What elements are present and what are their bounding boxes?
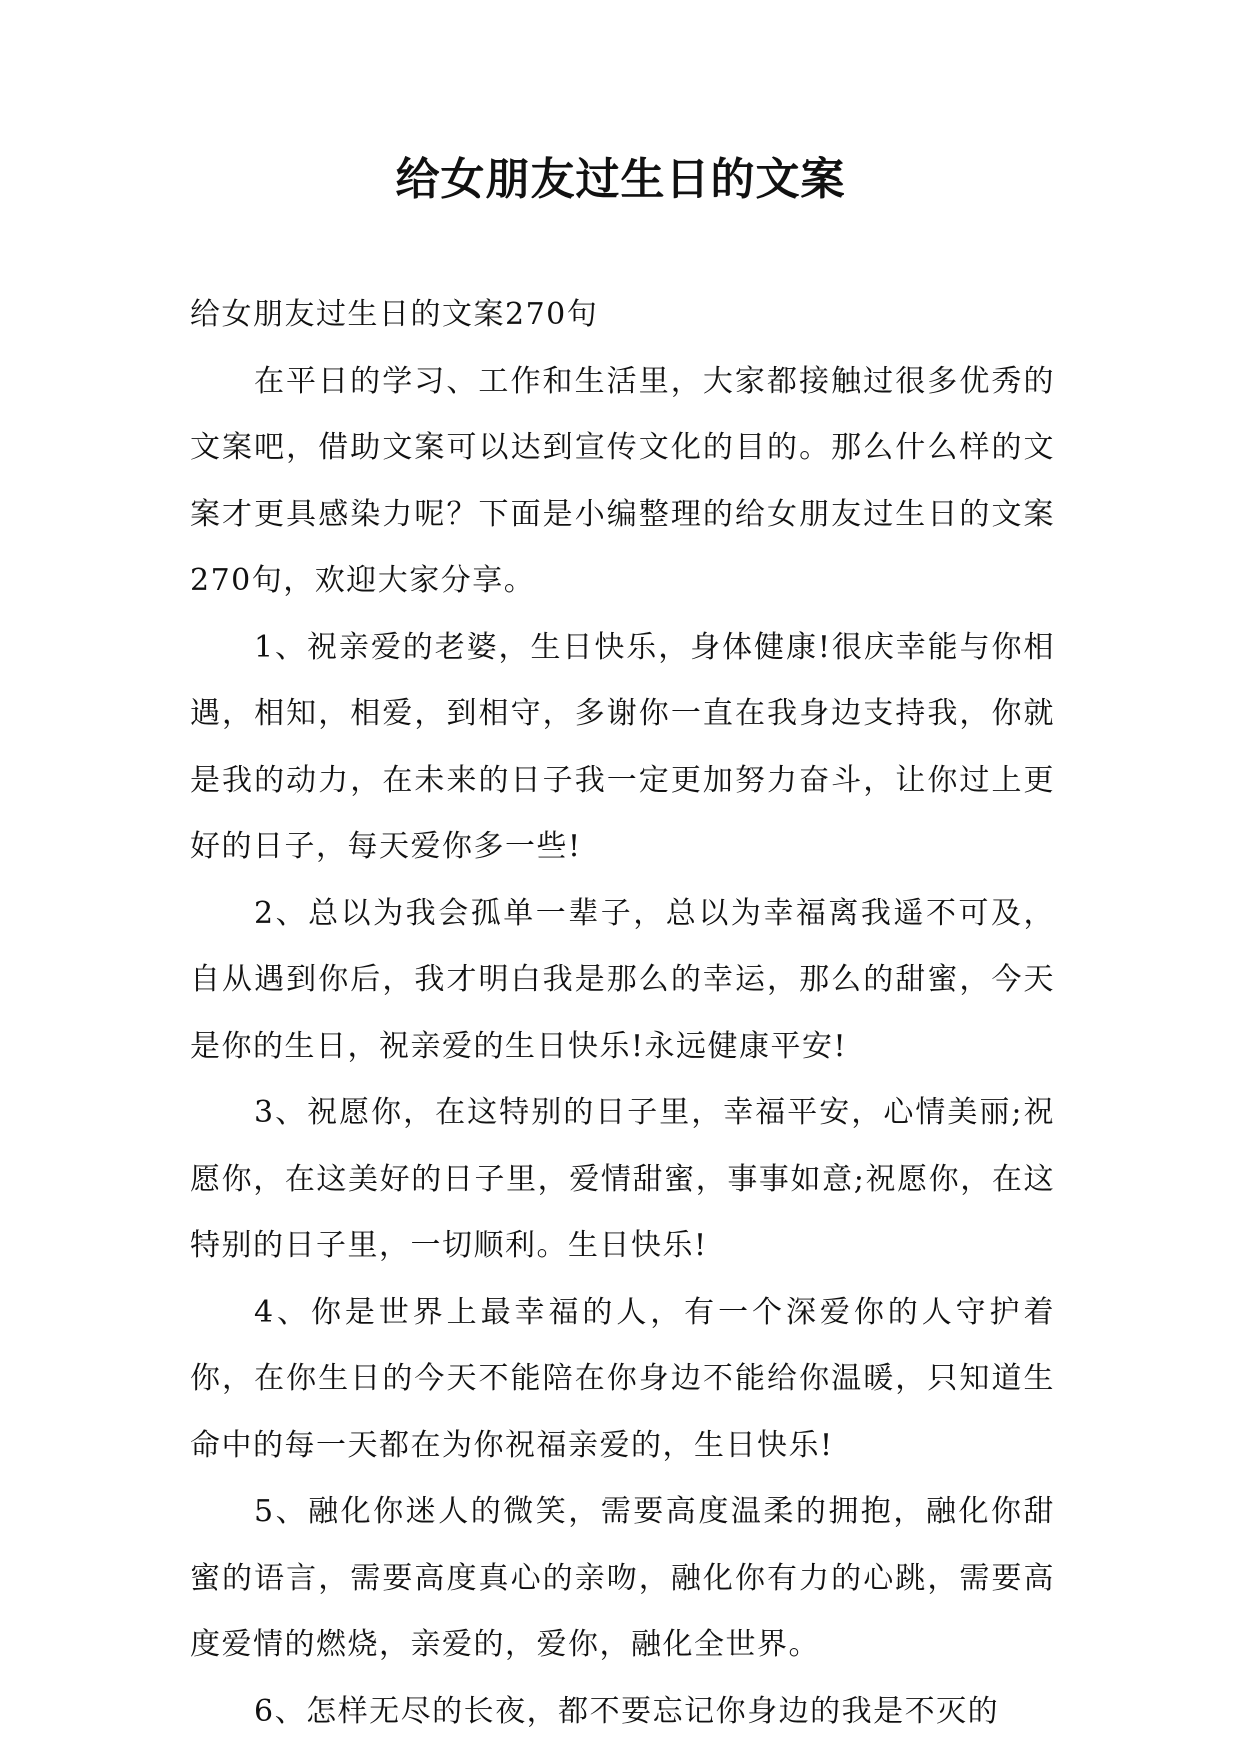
list-item: 5、融化你迷人的微笑，需要高度温柔的拥抱，融化你甜蜜的语言，需要高度真心的亲吻，融化你有力的心跳，需要高度爱情的燃烧，亲爱的，爱你，融化全世界。 [190, 1494, 1055, 1662]
page-title: 给女朋友过生日的文案 [395, 154, 846, 205]
list-item: 4、你是世界上最幸福的人，有一个深爱你的人守护着你，在你生日的今天不能陪在你身边不能给你温暖，只知道生命中的每一天都在为你祝福亲爱的，生日快乐! [190, 1294, 1055, 1463]
list-item: 3、祝愿你，在这特别的日子里，幸福平安，心情美丽;祝愿你，在这美好的日子里，爱情甜蜜，事事如意;祝愿你，在这特别的日子里，一切顺利。生日快乐! [190, 1095, 1055, 1263]
list-item: 6、怎样无尽的长夜，都不要忘记你身边的我是不灭的 [254, 1693, 1000, 1729]
intro-paragraph: 在平日的学习、工作和生活里，大家都接触过很多优秀的文案吧，借助文案可以达到宣传文化的目的。那么什么样的文案才更具感染力呢？下面是小编整理的给女朋友过生日的文案270句，欢迎大家分享。 [190, 363, 1055, 598]
list-item: 2、总以为我会孤单一辈子，总以为幸福离我遥不可及，自从遇到你后，我才明白我是那么的幸运，那么的甜蜜，今天是你的生日，祝亲爱的生日快乐!永远健康平安! [190, 895, 1055, 1064]
list-item: 1、祝亲爱的老婆，生日快乐，身体健康!很庆幸能与你相遇，相知，相爱，到相守，多谢你一直在我身边支持我，你就是我的动力，在未来的日子我一定更加努力奋斗，让你过上更好的日子，每天爱你多一些! [190, 629, 1055, 864]
document-body [190, 282, 1055, 1745]
document-subtitle: 给女朋友过生日的文案270句 [190, 297, 599, 332]
